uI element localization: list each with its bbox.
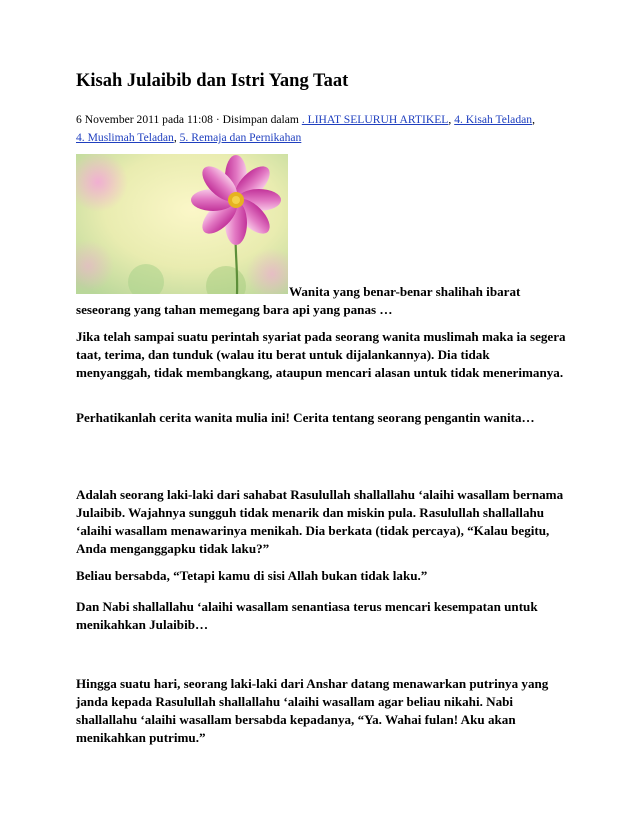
paragraph: Hingga suatu hari, seorang laki-laki dari Anshar datang menawarkan putrinya yang janda kepada Rasulullah shallallahu ‘alaihi wasallam agar beliau nikahi. Nabi shallallahu ‘alaihi wasallam bersabda kepadanya, “Ya. Wahai fulan! Aku akan menikahkan putrimu.” — [76, 676, 549, 745]
meta-date: 6 November 2011 pada 11:08 · Disimpan dalam — [76, 113, 302, 126]
paragraph: Beliau bersabda, “Tetapi kamu di sisi Allah bukan tidak laku.” — [76, 568, 428, 583]
category-link-kisah-teladan[interactable]: 4. Kisah Teladan — [454, 113, 533, 126]
category-link-muslimah-teladan[interactable]: 4. Muslimah Teladan — [76, 131, 174, 144]
article-title: Kisah Julaibib dan Istri Yang Taat — [76, 71, 349, 91]
article-meta: 6 November 2011 pada 11:08 · Disimpan dalam . LIHAT SELURUH ARTIKEL, 4. Kisah Teladan, 4. Muslimah Teladan, 5. Remaja dan Pernikahan — [76, 113, 535, 144]
caption-continuation: seseorang yang tahan memegang bara api yang panas … — [76, 302, 393, 317]
category-link-remaja-pernikahan[interactable]: 5. Remaja dan Pernikahan — [179, 131, 302, 144]
image-caption: Wanita yang benar-benar shalihah ibarat — [289, 284, 521, 299]
paragraph: Dan Nabi shallallahu ‘alaihi wasallam senantiasa terus mencari kesempatan untuk menikahkan Julaibib… — [76, 599, 538, 632]
paragraph: Jika telah sampai suatu perintah syariat pada seorang wanita muslimah maka ia segera taat, terima, dan tunduk (walau itu berat untuk dijalankannya). Dia tidak menyanggah, tidak membangkang, ataupun mencari alasan untuk tidak menerimanya. — [76, 329, 566, 380]
cosmos-flower-icon — [76, 154, 288, 294]
flower-image — [76, 154, 288, 294]
category-link-all-articles[interactable]: . LIHAT SELURUH ARTIKEL — [301, 113, 449, 126]
paragraph: Perhatikanlah cerita wanita mulia ini! Cerita tentang seorang pengantin wanita… — [76, 410, 535, 425]
paragraph: Adalah seorang laki-laki dari sahabat Rasulullah shallallahu ‘alaihi wasallam bernama Julaibib. Wajahnya sungguh tidak menarik dan miskin pula. Rasulullah shallallahu ‘alaihi wasallam menawarinya menikah. Dia berkata (tidak percaya), “Kalau begitu, Anda menganggapku tidak laku?” — [76, 487, 564, 556]
